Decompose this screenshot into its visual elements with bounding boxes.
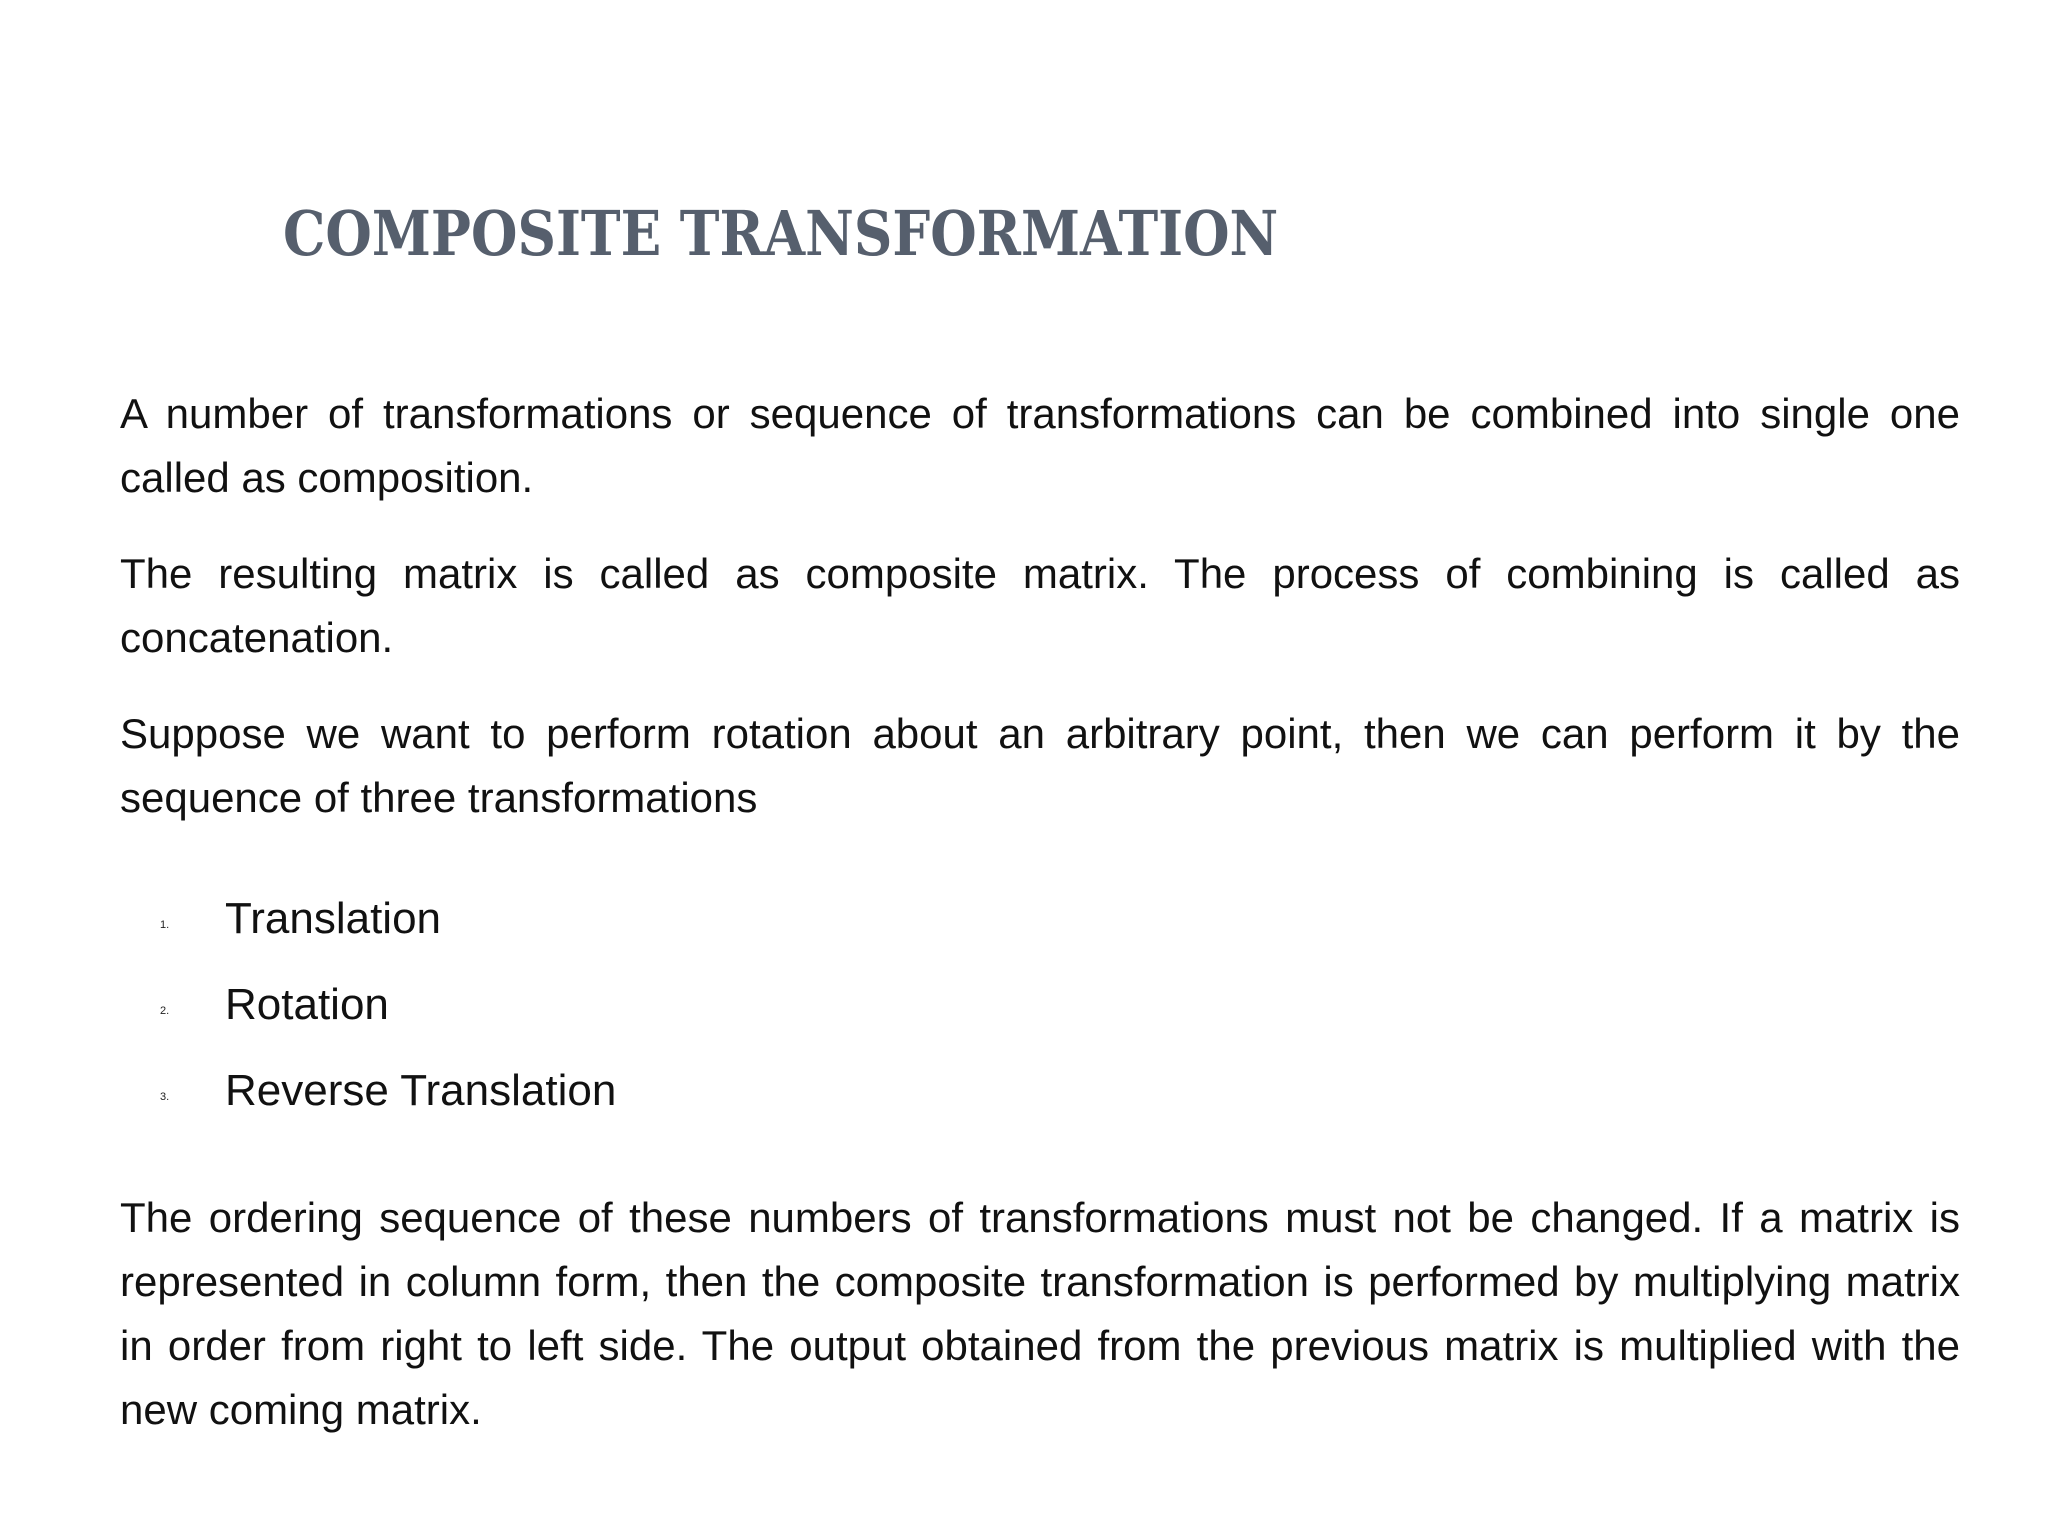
paragraph-ordering-sequence: The ordering sequence of these numbers of transformations must not be changed. If a matrix is represented in column form, then the composite transformation is performed by multiplying matrix in order from right to left side. The output obtained from the previous matrix is multiplied with the new coming matrix. <box>120 1194 1960 1433</box>
list-item-number: 2. <box>160 1005 170 1017</box>
list-item <box>120 876 1960 962</box>
paragraph-composite-matrix: The resulting matrix is called as composite matrix. The process of combining is called as concatenation. <box>120 550 1960 661</box>
paragraph-composition: A number of transformations or sequence of transformations can be combined into single one called as composition. <box>120 390 1960 501</box>
list-item-text: Translation <box>225 894 442 943</box>
list-item-number: 3. <box>160 1091 170 1103</box>
list-item-number: 1. <box>160 919 170 931</box>
paragraph-rotation-arbitrary-point: Suppose we want to perform rotation about an arbitrary point, then we can perform it by the sequence of three transformations <box>120 710 1960 821</box>
list-item-text: Rotation <box>225 980 389 1029</box>
transformation-steps-list <box>120 876 1960 1134</box>
slide-content <box>120 382 1960 1442</box>
list-item <box>120 962 1960 1048</box>
list-item <box>120 1048 1960 1134</box>
page-title: COMPOSITE TRANSFORMATION <box>283 197 1279 270</box>
list-item-text: Reverse Translation <box>225 1066 617 1115</box>
